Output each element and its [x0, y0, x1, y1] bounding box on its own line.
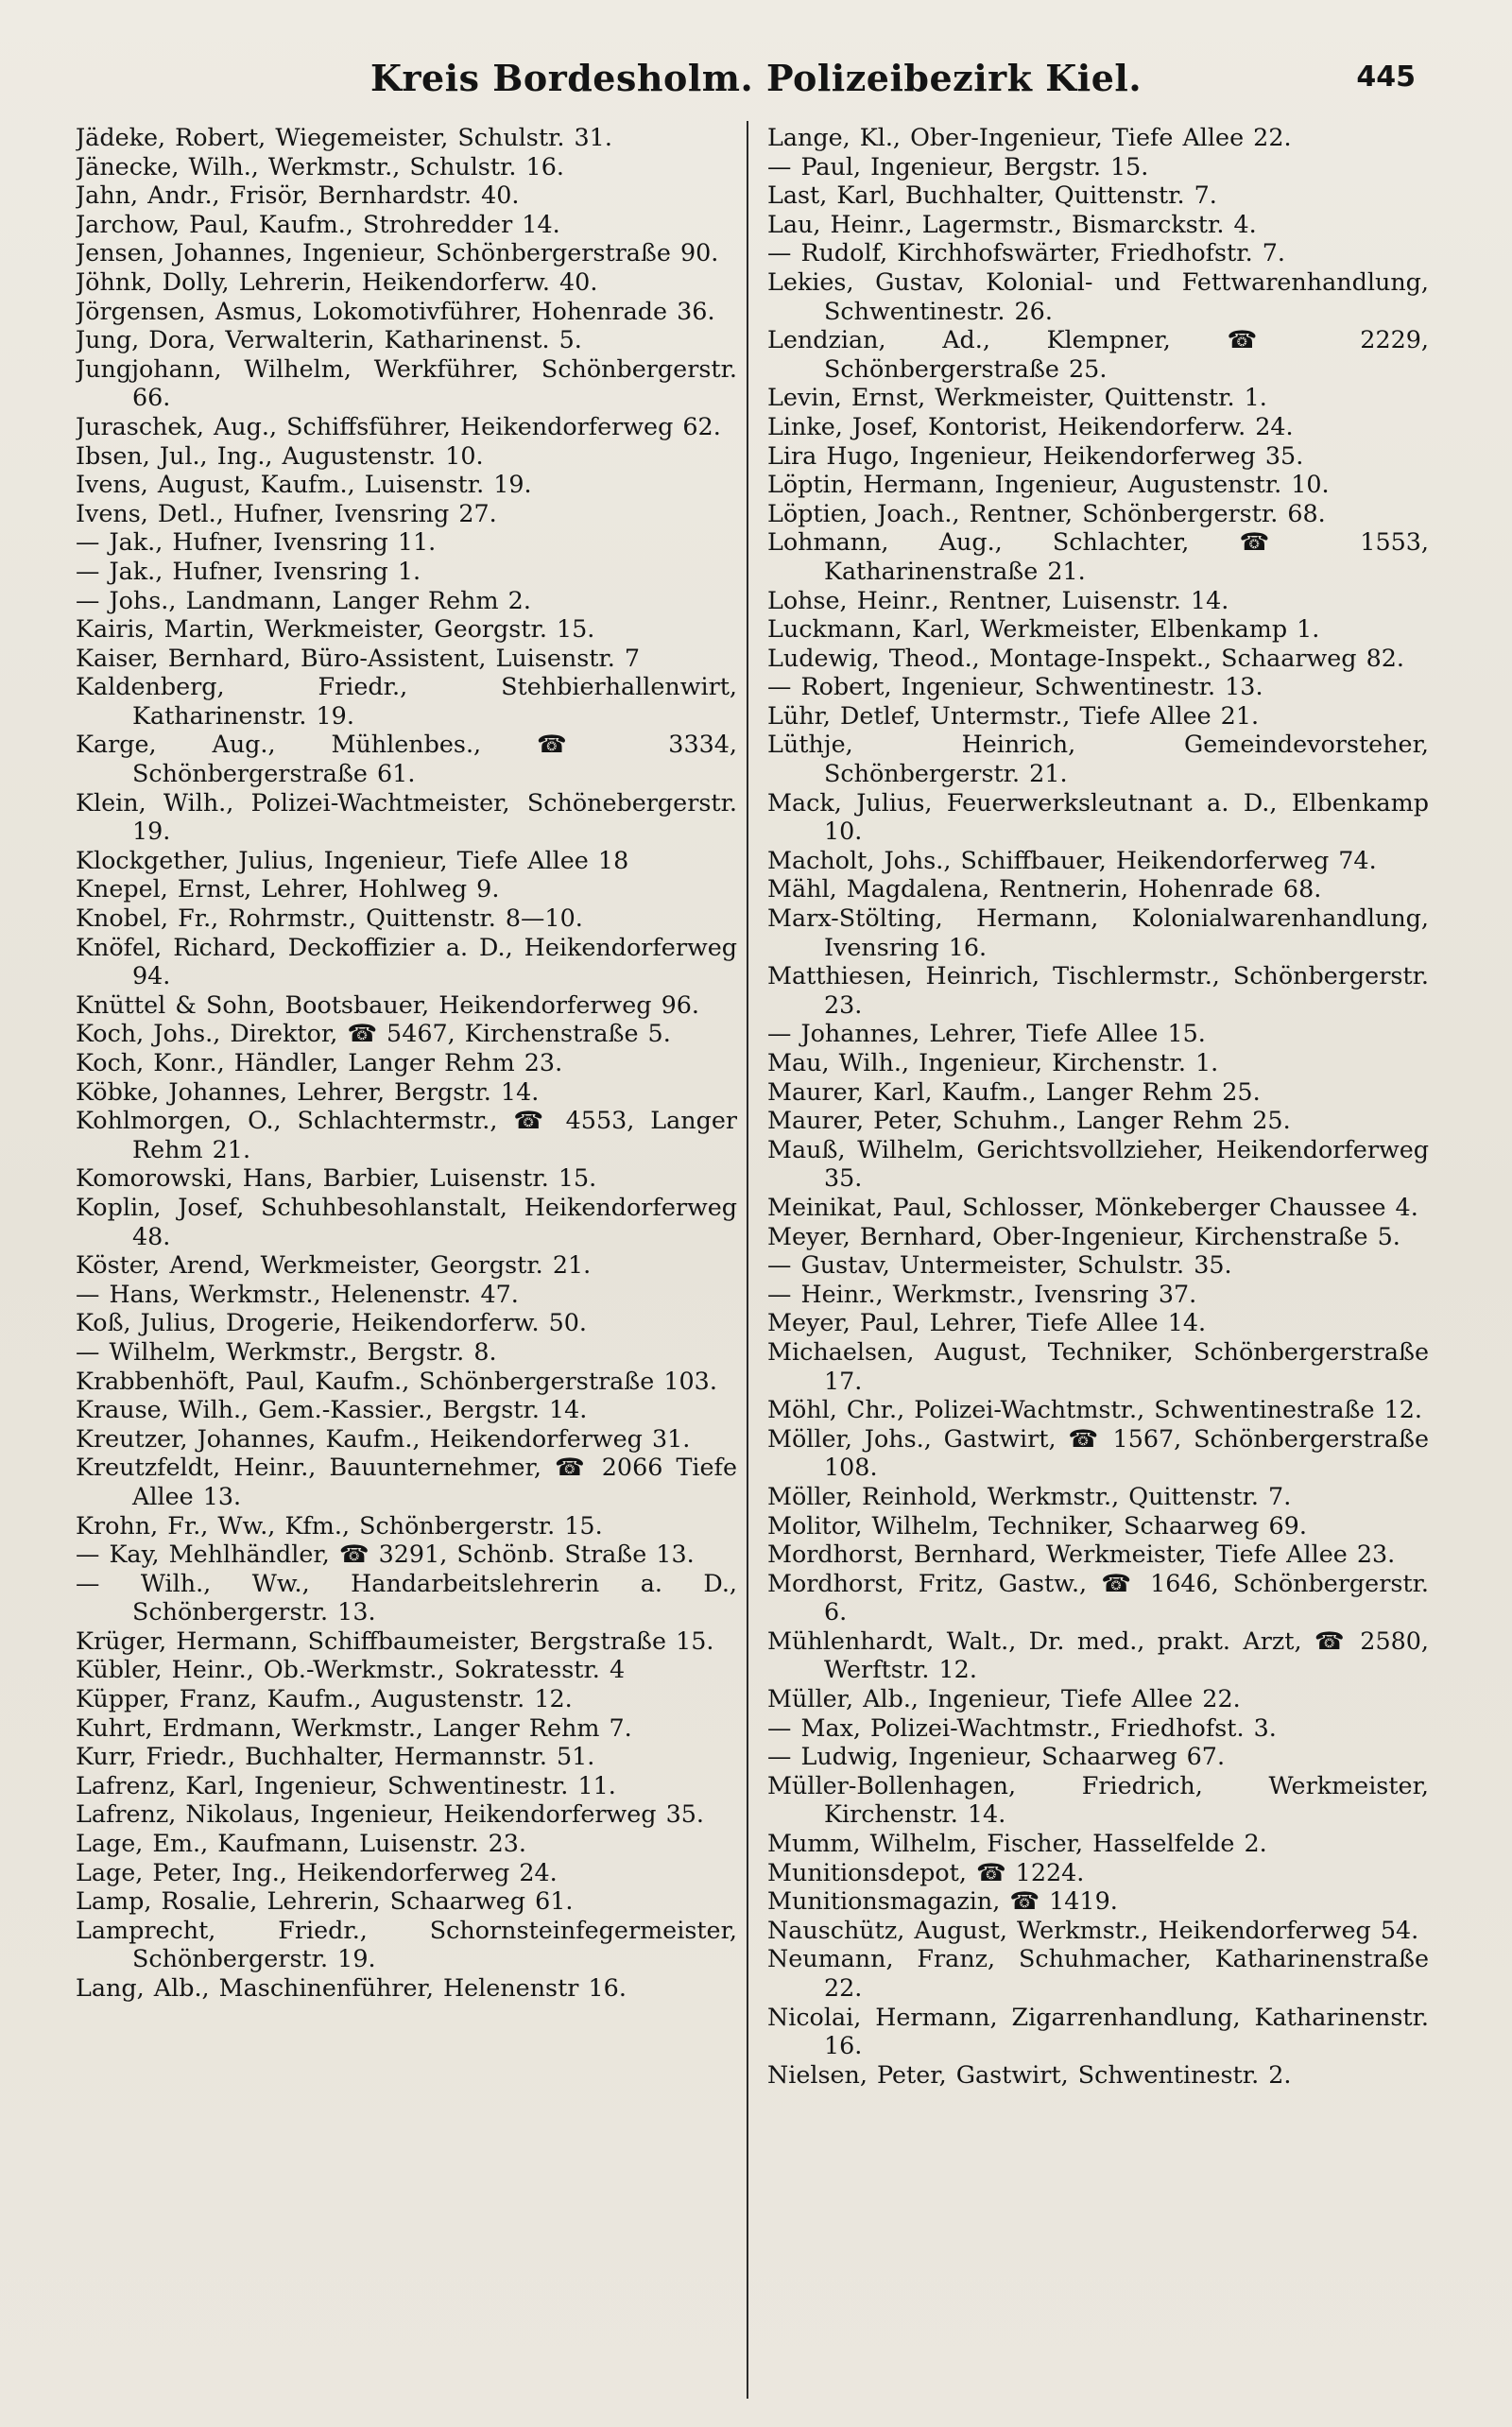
column-divider [747, 121, 748, 2399]
directory-entry: Koß, Julius, Drogerie, Heikendorferw. 50. [76, 1308, 587, 1337]
directory-entry: — Rudolf, Kirchhofswärter, Friedhofstr. 7. [767, 238, 1285, 267]
directory-entry: Luckmann, Karl, Werkmeister, Elbenkamp 1. [767, 614, 1320, 644]
directory-entry: Lamprecht, Friedr., Schornsteinfegermeister, Schönbergerstr. 19. [76, 1915, 737, 1973]
directory-entry: Mordhorst, Bernhard, Werkmeister, Tiefe Allee 23. [767, 1540, 1396, 1569]
directory-entry: Kuhrt, Erdmann, Werkmstr., Langer Rehm 7. [76, 1713, 632, 1742]
directory-entry: Löptin, Hermann, Ingenieur, Augustenstr. 10. [767, 470, 1330, 499]
directory-entry: Molitor, Wilhelm, Techniker, Schaarweg 69. [767, 1510, 1307, 1540]
directory-entry: Krause, Wilh., Gem.-Kassier., Bergstr. 14. [76, 1395, 588, 1424]
directory-entry: Macholt, Johs., Schiffbauer, Heikendorferweg 74. [767, 845, 1377, 874]
directory-entry: Karge, Aug., Mühlenbes., ☎ 3334, Schönbergerstraße 61. [76, 730, 737, 788]
directory-entry: Knepel, Ernst, Lehrer, Hohlweg 9. [76, 874, 500, 904]
directory-entry: Linke, Josef, Kontorist, Heikendorferw. 24. [767, 411, 1294, 440]
directory-entry: Kaldenberg, Friedr., Stehbierhallenwirt, Katharinenstr. 19. [76, 672, 737, 730]
directory-entry: Krüger, Hermann, Schiffbaumeister, Bergstraße 15. [76, 1626, 714, 1655]
directory-entry: Klein, Wilh., Polizei-Wachtmeister, Schönebergerstr. 19. [76, 787, 737, 846]
directory-entry: Jänecke, Wilh., Werkmstr., Schulstr. 16. [76, 151, 564, 181]
directory-entry: — Jak., Hufner, Ivensring 11. [76, 527, 437, 557]
directory-entry: Krohn, Fr., Ww., Kfm., Schönbergerstr. 15. [76, 1510, 603, 1540]
directory-entry: Nielsen, Peter, Gastwirt, Schwentinestr. 2. [767, 2059, 1292, 2089]
directory-entry: — Ludwig, Ingenieur, Schaarweg 67. [767, 1742, 1226, 1771]
directory-entry: Mühlenhardt, Walt., Dr. med., prakt. Arzt, ☎ 2580, Werftstr. 12. [767, 1626, 1429, 1684]
directory-entry: Lüthje, Heinrich, Gemeindevorsteher, Schönbergerstr. 21. [767, 730, 1429, 788]
directory-entry: Marx-Stölting, Hermann, Kolonialwarenhandlung, Ivensring 16. [767, 904, 1429, 961]
directory-entry: Ivens, Detl., Hufner, Ivensring 27. [76, 498, 497, 527]
directory-entry: Lau, Heinr., Lagermstr., Bismarckstr. 4. [767, 209, 1257, 238]
directory-entry: Kreutzer, Johannes, Kaufm., Heikendorferweg 31. [76, 1423, 691, 1453]
left-column [76, 123, 737, 2401]
directory-entry: Juraschek, Aug., Schiffsführer, Heikendorferweg 62. [76, 411, 721, 440]
directory-entry: — Johs., Landmann, Langer Rehm 2. [76, 585, 531, 614]
directory-entry: Lage, Peter, Ing., Heikendorferweg 24. [76, 1857, 558, 1886]
directory-entry: Maurer, Peter, Schuhm., Langer Rehm 25. [767, 1106, 1291, 1135]
directory-entry: Lendzian, Ad., Klempner, ☎ 2229, Schönbergerstraße 25. [767, 325, 1429, 383]
directory-entry: Koch, Konr., Händler, Langer Rehm 23. [76, 1048, 563, 1076]
directory-entry: Knobel, Fr., Rohrmstr., Quittenstr. 8—10. [76, 904, 583, 933]
directory-entry: Jensen, Johannes, Ingenieur, Schönbergerstraße 90. [76, 238, 719, 267]
directory-entry: — Johannes, Lehrer, Tiefe Allee 15. [767, 1019, 1206, 1048]
directory-entry: Matthiesen, Heinrich, Tischlermstr., Schönbergerstr. 23. [767, 961, 1429, 1019]
directory-entry: Jörgensen, Asmus, Lokomotivführer, Hohenrade 36. [76, 296, 715, 325]
directory-entry: — Robert, Ingenieur, Schwentinestr. 13. [767, 672, 1263, 701]
directory-entry: Krabbenhöft, Paul, Kaufm., Schönbergerstraße 103. [76, 1366, 717, 1395]
directory-entry: Jarchow, Paul, Kaufm., Strohredder 14. [76, 209, 560, 238]
directory-entry: Lang, Alb., Maschinenführer, Helenenstr 16. [76, 1973, 627, 2002]
directory-entry: Meinikat, Paul, Schlosser, Mönkeberger Chaussee 4. [767, 1192, 1418, 1221]
directory-entry: Nauschütz, August, Werkmstr., Heikendorferweg 54. [767, 1915, 1419, 1944]
directory-entry: Ludewig, Theod., Montage-Inspekt., Schaarweg 82. [767, 643, 1404, 672]
directory-entry: Mau, Wilh., Ingenieur, Kirchenstr. 1. [767, 1048, 1219, 1076]
directory-entry: — Gustav, Untermeister, Schulstr. 35. [767, 1250, 1232, 1280]
directory-entry: Lohmann, Aug., Schlachter, ☎ 1553, Katharinenstraße 21. [767, 527, 1429, 585]
page-header [0, 53, 1512, 110]
directory-entry: Mordhorst, Fritz, Gastw., ☎ 1646, Schönbergerstr. 6. [767, 1568, 1429, 1627]
directory-entry: Jungjohann, Wilhelm, Werkführer, Schönbergerstr. 66. [76, 353, 737, 412]
directory-entry: Lafrenz, Karl, Ingenieur, Schwentinestr. 11. [76, 1770, 616, 1799]
directory-entry: Kohlmorgen, O., Schlachtermstr., ☎ 4553, Langer Rehm 21. [76, 1106, 737, 1163]
directory-entry: Möller, Johs., Gastwirt, ☎ 1567, Schönbergerstraße 108. [767, 1423, 1429, 1482]
directory-entry: Knüttel & Sohn, Bootsbauer, Heikendorferweg 96. [76, 990, 699, 1019]
directory-entry: Komorowski, Hans, Barbier, Luisenstr. 15. [76, 1163, 597, 1193]
directory-entry: Jädeke, Robert, Wiegemeister, Schulstr. 31. [76, 123, 612, 151]
directory-entry: Köster, Arend, Werkmeister, Georgstr. 21. [76, 1250, 592, 1280]
directory-entry: — Heinr., Werkmstr., Ivensring 37. [767, 1279, 1197, 1308]
directory-entry: Kreutzfeldt, Heinr., Bauunternehmer, ☎ 2066 Tiefe Allee 13. [76, 1453, 737, 1510]
directory-entry: Munitionsmagazin, ☎ 1419. [767, 1886, 1118, 1916]
directory-entry: Knöfel, Richard, Deckoffizier a. D., Heikendorferweg 94. [76, 932, 737, 990]
directory-entry: Mauß, Wilhelm, Gerichtsvollzieher, Heikendorferweg 35. [767, 1134, 1429, 1193]
directory-entry: — Wilh., Ww., Handarbeitslehrerin a. D., Schönbergerstr. 13. [76, 1568, 737, 1627]
directory-entry: Neumann, Franz, Schuhmacher, Katharinenstraße 22. [767, 1944, 1429, 2002]
directory-entry: Munitionsdepot, ☎ 1224. [767, 1857, 1085, 1886]
directory-entry: Kurr, Friedr., Buchhalter, Hermannstr. 51. [76, 1742, 595, 1771]
directory-entry: Maurer, Karl, Kaufm., Langer Rehm 25. [767, 1076, 1261, 1106]
directory-entry: — Max, Polizei-Wachtmstr., Friedhofst. 3. [767, 1713, 1277, 1742]
directory-entry: Jung, Dora, Verwalterin, Katharinenst. 5. [76, 325, 582, 354]
directory-entry: Jahn, Andr., Frisör, Bernhardstr. 40. [76, 181, 520, 210]
directory-entry: Möhl, Chr., Polizei-Wachtmstr., Schwentinestraße 12. [767, 1395, 1422, 1424]
directory-entry: — Hans, Werkmstr., Helenenstr. 47. [76, 1279, 519, 1308]
directory-entry: Kairis, Martin, Werkmeister, Georgstr. 15. [76, 614, 595, 644]
directory-entry: — Jak., Hufner, Ivensring 1. [76, 556, 421, 585]
page-number: 445 [1356, 60, 1416, 94]
directory-entry: Müller-Bollenhagen, Friedrich, Werkmeister, Kirchenstr. 14. [767, 1770, 1429, 1829]
directory-entry: Nicolai, Hermann, Zigarrenhandlung, Katharinenstr. 16. [767, 2002, 1429, 2060]
directory-entry: Mack, Julius, Feuerwerksleutnant a. D., Elbenkamp 10. [767, 787, 1429, 846]
directory-entry: Kübler, Heinr., Ob.-Werkmstr., Sokratesstr. 4 [76, 1655, 626, 1684]
directory-entry: Lafrenz, Nikolaus, Ingenieur, Heikendorferweg 35. [76, 1799, 704, 1829]
directory-entry: Lühr, Detlef, Untermstr., Tiefe Allee 21. [767, 700, 1260, 730]
right-column [767, 123, 1429, 2401]
directory-entry: Lange, Kl., Ober-Ingenieur, Tiefe Allee 22. [767, 123, 1292, 151]
directory-entry: — Paul, Ingenieur, Bergstr. 15. [767, 151, 1149, 181]
directory-entry: Koch, Johs., Direktor, ☎ 5467, Kirchenstraße 5. [76, 1019, 671, 1048]
directory-entry: Ivens, August, Kaufm., Luisenstr. 19. [76, 470, 532, 499]
directory-entry: Ibsen, Jul., Ing., Augustenstr. 10. [76, 440, 484, 470]
directory-entry: Mumm, Wilhelm, Fischer, Hasselfelde 2. [767, 1829, 1267, 1858]
directory-entry: Jöhnk, Dolly, Lehrerin, Heikendorferw. 40. [76, 267, 598, 296]
directory-entry: Köbke, Johannes, Lehrer, Bergstr. 14. [76, 1076, 540, 1106]
directory-entry: Klockgether, Julius, Ingenieur, Tiefe Allee 18 [76, 845, 629, 874]
page-title: Kreis Bordesholm. Polizeibezirk Kiel. [369, 57, 1143, 99]
directory-entry: Lira Hugo, Ingenieur, Heikendorferweg 35. [767, 440, 1304, 470]
directory-entry: — Kay, Mehlhändler, ☎ 3291, Schönb. Straße 13. [76, 1540, 695, 1569]
directory-entry: Lekies, Gustav, Kolonial- und Fettwarenhandlung, Schwentinestr. 26. [767, 267, 1429, 325]
directory-entry: Koplin, Josef, Schuhbesohlanstalt, Heikendorferweg 48. [76, 1192, 737, 1250]
directory-entry: Kaiser, Bernhard, Büro-Assistent, Luisenstr. 7 [76, 643, 641, 672]
directory-entry: Löptien, Joach., Rentner, Schönbergerstr. 68. [767, 498, 1326, 527]
directory-entry: Küpper, Franz, Kaufm., Augustenstr. 12. [76, 1684, 573, 1713]
directory-entry: Lage, Em., Kaufmann, Luisenstr. 23. [76, 1829, 527, 1858]
directory-entry: Lohse, Heinr., Rentner, Luisenstr. 14. [767, 585, 1229, 614]
directory-entry: Möller, Reinhold, Werkmstr., Quittenstr. 7. [767, 1481, 1292, 1510]
directory-entry: — Wilhelm, Werkmstr., Bergstr. 8. [76, 1336, 497, 1366]
directory-entry: Müller, Alb., Ingenieur, Tiefe Allee 22. [767, 1684, 1241, 1713]
directory-entry: Lamp, Rosalie, Lehrerin, Schaarweg 61. [76, 1886, 574, 1916]
directory-entry: Mähl, Magdalena, Rentnerin, Hohenrade 68. [767, 874, 1322, 904]
directory-entry: Michaelsen, August, Techniker, Schönbergerstraße 17. [767, 1336, 1429, 1395]
directory-entry: Meyer, Paul, Lehrer, Tiefe Allee 14. [767, 1308, 1207, 1337]
directory-entry: Meyer, Bernhard, Ober-Ingenieur, Kirchenstraße 5. [767, 1221, 1400, 1250]
directory-entry: Levin, Ernst, Werkmeister, Quittenstr. 1. [767, 383, 1267, 412]
directory-entry: Last, Karl, Buchhalter, Quittenstr. 7. [767, 181, 1217, 210]
